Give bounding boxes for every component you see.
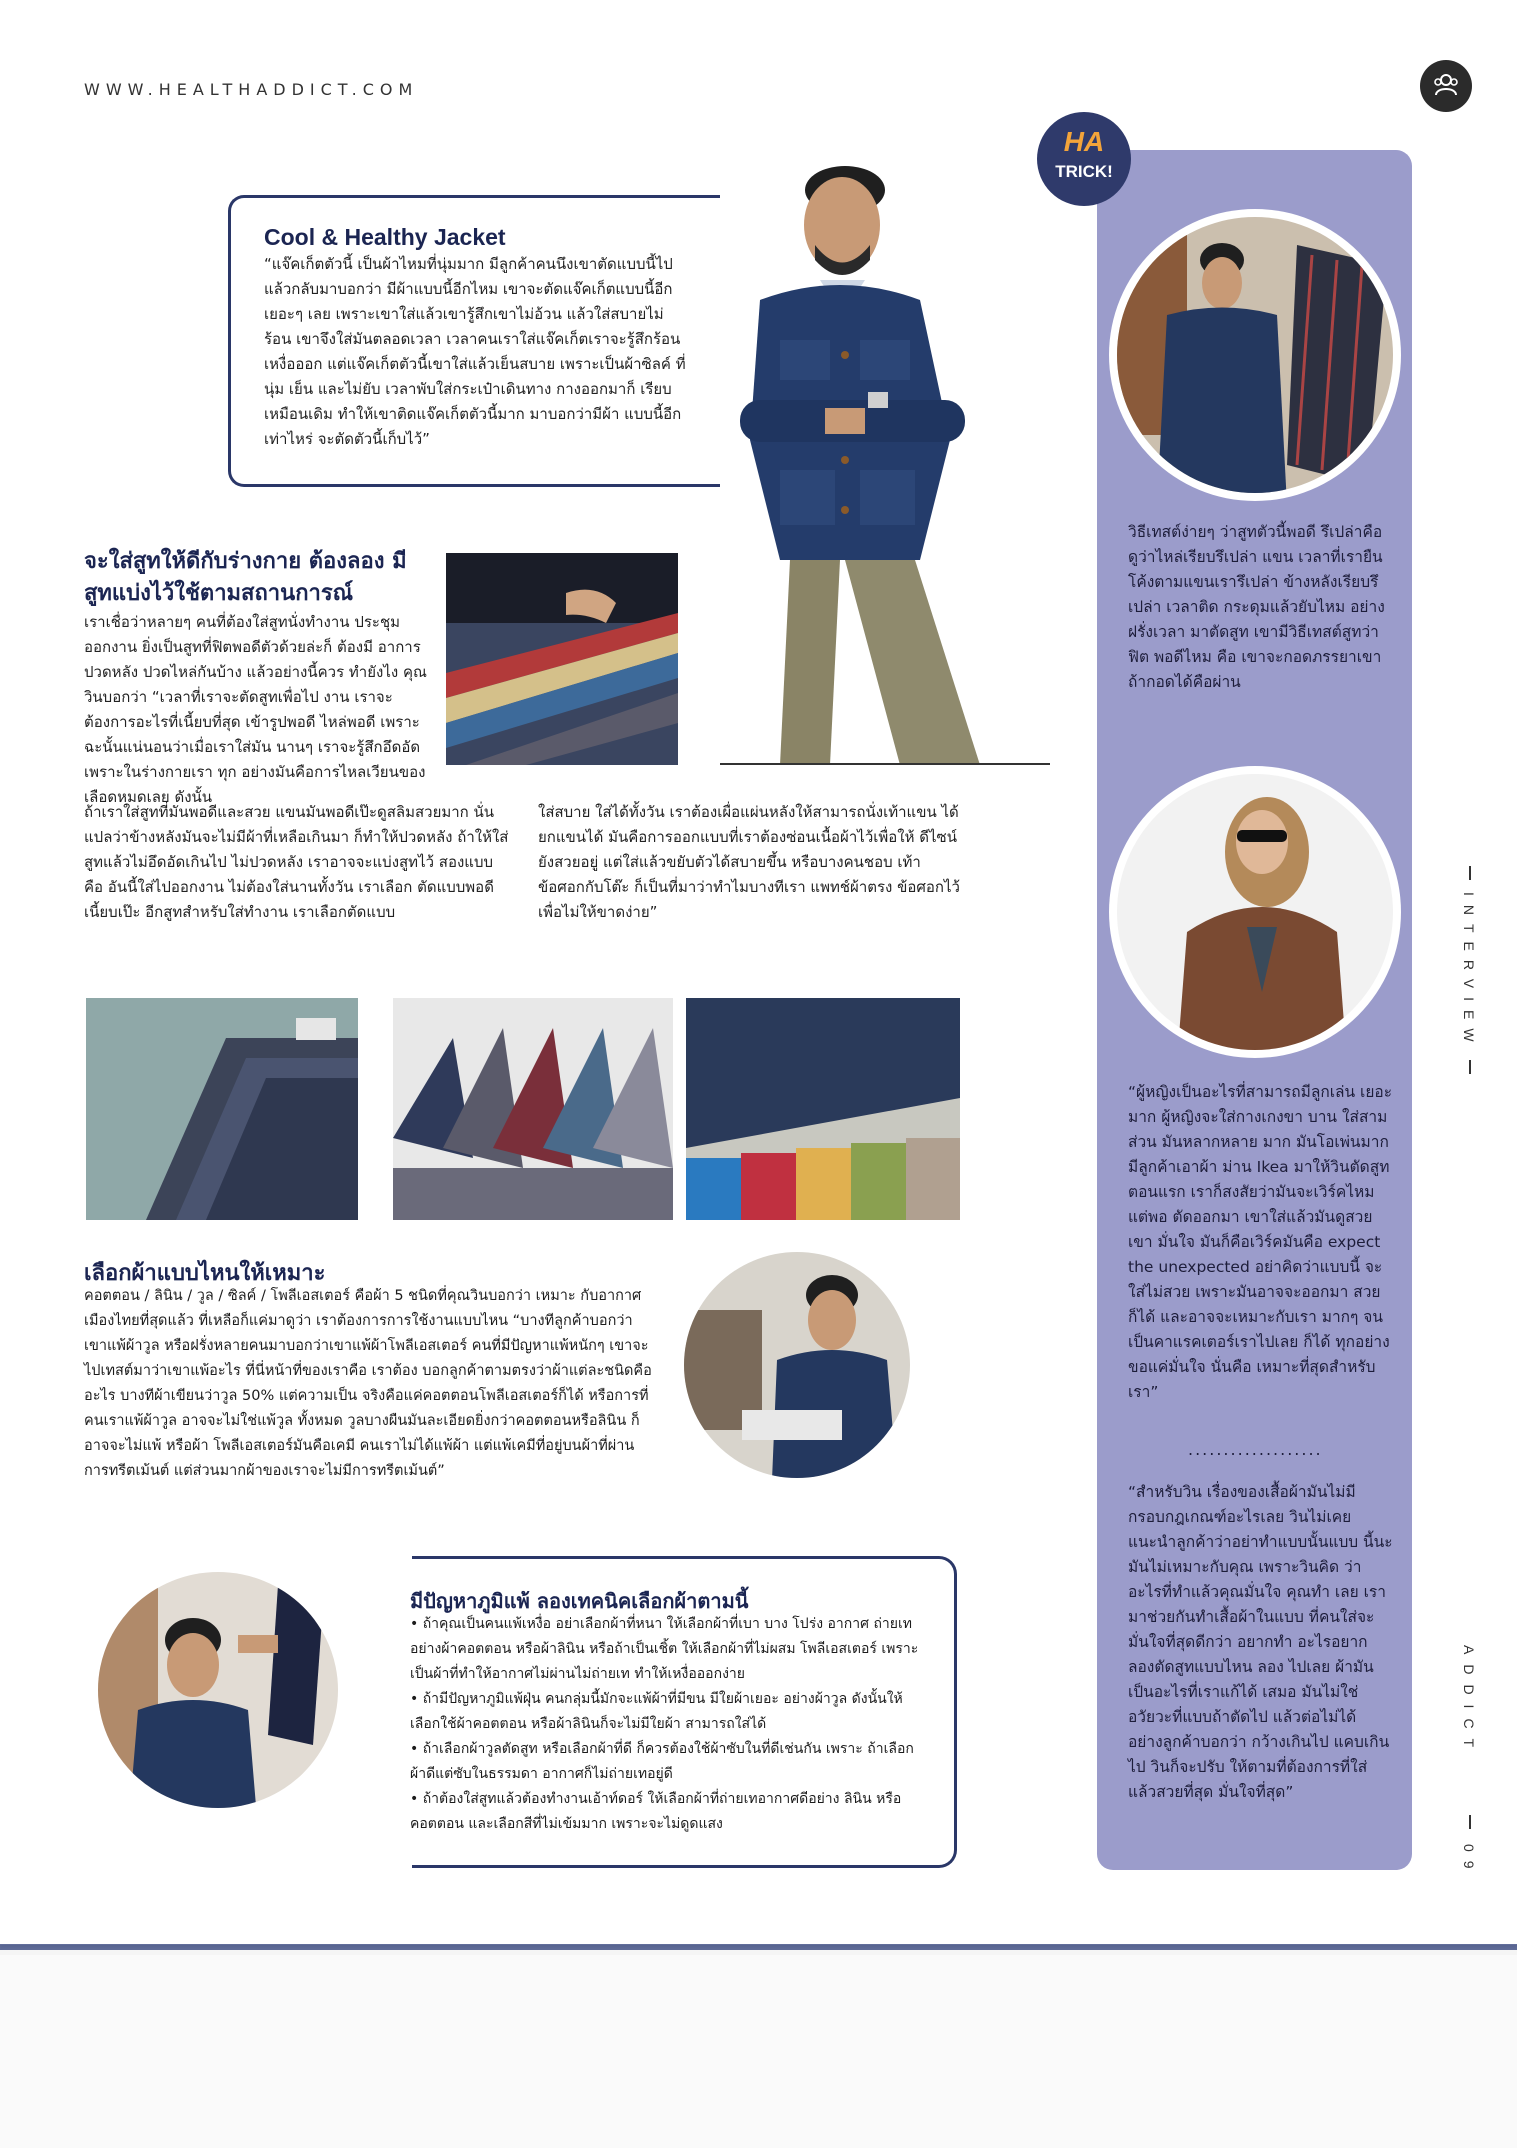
section-fabric-body: คอตตอน / ลินิน / วูล / ซิลค์ / โพลีเอสเตอร์ คือผ้า 5 ชนิดที่คุณวินบอกว่า เหมาะ กับอากาศเมืองไทยที่สุดแล้ว ที่เหลือก็แค่มาดูว่า เราต้องการการใช้งานแบบไหน “บางทีลูกค้าบอกว่าเขาแพ้ผ้าวูล หรือฝรั่งหลายคนมาบอกว่าเขาแพ้ผ้าโพลีเอสเตอร์ คนที่มีปัญหาแพ้หนักๆ เขาจะไปเทสต์มาว่าเขาแพ้อะไร ที่นี่หน้าที่ของเราคือ เราต้อง บอกลูกค้าตามตรงว่าผ้าแต่ละชนิดคืออะไร บางทีผ้าเขียนว่าวูล 50% แต่ความเป็น จริงคือแค่คอตตอนโพลีเอสเตอร์ก็ได้ หรือการที่คนเราแพ้ผ้าวูล อาจจะไม่ใช่แพ้วูล ทั้งหมด วูลบางผืนมันละเอียดยิ่งกว่าคอตตอนหรือลินิน ก็อาจจะไม่แพ้ หรือผ้า โพลีเอสเตอร์มันคือเคมี คนเราไม่ได้แพ้ผ้า แต่แพ้เคมีที่อยู่บนผ้าที่ผ่านการทรีตเม้นต์ แต่ส่วนมากผ้าของเราจะไม่มีการทรีตเม้นต์”: [84, 1288, 652, 1479]
page-edge-bar: [0, 1944, 1517, 1950]
label-divider: [1469, 1815, 1471, 1829]
allergy-tips-list: [410, 1612, 925, 1837]
label-divider: [1469, 866, 1471, 880]
tailor-checking-fabric-photo: [1097, 205, 1412, 505]
sidebar-quote-women: “ผู้หญิงเป็นอะไรที่สามารถมีลูกเล่น เยอะมาก ผู้หญิงจะใส่กางเกงขา บาน ใส่สามส่วน มันหลากหลาย มาก มันโอเพ่นมาก มีลูกค้าเอาผ้า ม่าน Ikea มาให้วินตัดสูท ตอนแรก เราก็สงสัยว่ามันจะเวิร์คไหม แต่พอ ตัดออกมา เขาใส่แล้วมันดูสวย เขา มั่นใจ มันก็คือเวิร์คมันคือ expect the unexpected อย่าคิดว่าแบบนี้ จะใส่ไม่สวย เพราะมันอาจจะออกมา สวยก็ได้ และอาจจะเหมาะกับเรา มากๆ จนเป็นคาแรคเตอร์เราไปเลย ก็ได้ ทุกอย่างขอแค่มั่นใจ นั่นคือ เหมาะที่สุดสำหรับเรา”: [1128, 1083, 1393, 1401]
section-label-interview: INTERVIEW: [1461, 892, 1477, 1051]
section-fabric-heading: เลือกผ้าแบบไหนให้เหมาะ: [84, 1261, 326, 1286]
ties-photo: [446, 553, 678, 765]
jacket-title: Cool & Healthy Jacket: [264, 224, 506, 250]
man-in-navy-jacket-photo: [720, 140, 1050, 765]
magazine-label-addict: ADDICT: [1461, 1645, 1477, 1758]
fabric-swatch-photo-2: [393, 998, 673, 1220]
list-item: • ถ้าต้องใส่สูทแล้วต้องทำงานเอ้าท์ดอร์ ให้เลือกผ้าที่ถ่ายเทอากาศดีอย่าง ลินิน หรือคอตตอน และเลือกสีที่ไม่เข้มมาก เพราะจะไม่ดูดแสง: [410, 1791, 902, 1832]
next-page-blank: [0, 1955, 1517, 2148]
sidebar-tip-fit: วิธีเทสต์ง่ายๆ ว่าสูทตัวนี้พอดี รึเปล่าคือ ดูว่าไหล่เรียบรึเปล่า แขน เวลาที่เรายืน โค้งตามแขนเรารึเปล่า ข้างหลังเรียบรึเปล่า เวลาติด กระดุมแล้วยับไหม อย่างฝรั่งเวลา มาตัดสูท เขามีวิธีเทสต์สูทว่าฟิต พอดีไหม คือ เขาจะกอดภรรยาเขา ถ้ากอดได้คือผ่าน: [1128, 523, 1385, 691]
section-suit-heading: จะใส่สูทให้ดีกับร่างกาย ต้องลอง มีสูทแบ่งไว้ใช้ตามสถานการณ์: [84, 549, 407, 606]
fabric-swatch-photo-3: [686, 998, 960, 1220]
allergy-heading: มีปัญหาภูมิแพ้ ลองเทคนิคเลือกผ้าตามนี้: [410, 1589, 749, 1613]
fabric-swatch-photo-1: [86, 998, 358, 1220]
tailor-at-work-photo: [682, 1250, 912, 1480]
man-holding-fabric-photo: [98, 1545, 338, 1830]
sidebar-divider: ...................: [1188, 1440, 1323, 1459]
jacket-quote: “แจ๊คเก็ตตัวนี้ เป็นผ้าไหมที่นุ่มมาก มีลูกค้าคนนึงเขาตัดแบบนี้ไป แล้วกลับมาบอกว่า มีผ้าแบบนี้อีกไหม เขาจะตัดแจ๊คเก็ตแบบนี้อีก เยอะๆ เลย เพราะเขาใส่แล้วเขารู้สึกเขาไม่อ้วน แล้วใส่สบายไม่ ร้อน เขาจึงใส่มันตลอดเวลา เวลาคนเราใส่แจ๊คเก็ตเราจะรู้สึกร้อน เหงื่อออก แต่แจ๊คเก็ตตัวนี้เขาใส่แล้วเย็นสบาย เพราะเป็นผ้าซิลค์ ที่นุ่ม เย็น และไม่ยับ เวลาพับใส่กระเป๋าเดินทาง กางออกมาก็ เรียบเหมือนเดิม ทำให้เขาติดแจ๊คเก็ตตัวนี้มาก มาบอกว่ามีผ้า แบบนี้อีกเท่าไหร่ จะตัดตัวนี้เก็บไว้”: [264, 255, 686, 448]
sidebar-quote-win: “สำหรับวิน เรื่องของเสื้อผ้ามันไม่มี กรอบกฎเกณฑ์อะไรเลย วินไม่เคย แนะนำลูกค้าว่าอย่าทำแบบนั้นแบบ นี้นะมันไม่เหมาะกับคุณ เพราะวินคิด ว่าอะไรที่ทำแล้วคุณมั่นใจ คุณทำ เลย เรามาช่วยกันทำเสื้อผ้าในแบบ ที่คนใส่จะมั่นใจที่สุดดีกว่า อยากทำ อะไรอยากลองตัดสูทแบบไหน ลอง ไปเลย ผ้ามันเป็นอะไรที่เราแก้ได้ เสมอ มันไม่ใช่อวัยวะที่แบบถ้าตัดไป แล้วต่อไม่ได้ อย่างลูกค้าบอกว่า กว้างเกินไป แคบเกินไป วินก็จะปรับ ให้ตามที่ต้องการที่ใส่แล้วสวยที่สุด มั่นใจที่สุด”: [1128, 1483, 1393, 1801]
list-item: • ถ้ามีปัญหาภูมิแพ้ฝุ่น คนกลุ่มนี้มักจะแพ้ผ้าที่มีขน มีใยผ้าเยอะ อย่างผ้าวูล ดังนั้นให้เลือกใช้ผ้าคอตตอน หรือผ้าลินินก็จะไม่มีใยผ้า สามารถใส่ได้: [410, 1691, 903, 1732]
list-item: • ถ้าเลือกผ้าวูลตัดสูท หรือเลือกผ้าที่ดี ก็ควรต้องใช้ผ้าซับในที่ดีเช่นกัน เพราะ ถ้าเลือกผ้าดีแต่ซับในธรรมดา อากาศก็ไม่ถ่ายเทอยู่ดี: [410, 1741, 914, 1782]
ha-trick-badge: [1037, 112, 1131, 206]
badge-trick: TRICK!: [1055, 162, 1113, 181]
woman-in-brown-jacket-photo: [1097, 762, 1412, 1062]
page-number: 09: [1461, 1844, 1477, 1878]
list-item: • ถ้าคุณเป็นคนแพ้เหงื่อ อย่าเลือกผ้าที่หนา ให้เลือกผ้าที่เบา บาง โปร่ง อากาศ ถ่ายเท อย่างผ้าคอตตอน หรือผ้าลินิน หรือถ้าเป็นเชิ้ต ให้เลือกผ้าที่ไม่ผสม โพลีเอสเตอร์ เพราะเป็นผ้าที่ทำให้อากาศไม่ผ่านไม่ถ่ายเท ทำให้เหงื่อออกง่าย: [410, 1616, 919, 1682]
section-suit-body-b: ถ้าเราใส่สูทที่มันพอดีและสวย แขนมันพอดีเป๊ะดูสลิมสวยมาก นั่นแปลว่าข้างหลังมันจะไม่มีผ้าที่เหลือเกินมา ก็ทำให้ปวดหลัง ถ้าให้ใส่สูทแล้วไม่อึดอัดเกินไป ไม่ปวดหลัง เราอาจจะแบ่งสูทไว้ สองแบบ คือ อันนี้ใส่ไปออกงาน ไม่ต้องใส่นานทั้งวัน เราเลือก ตัดแบบพอดี เนี้ยบเป๊ะ อีกสูทสำหรับใส่ทำงาน เราเลือกตัดแบบ: [84, 803, 509, 921]
label-divider: [1469, 1060, 1471, 1074]
section-suit-body-c: ใส่สบาย ใส่ได้ทั้งวัน เราต้องเผื่อแผ่นหลังให้สามารถนั่งเท้าแขน ได้ ยกแขนได้ มันคือการออกแบบที่เราต้องซ่อนเนื้อผ้าไว้เพื่อให้ ดีไซน์ยังสวยอยู่ แต่ใส่แล้วขยับตัวได้สบายขึ้น หรือบางคนชอบ เท้าข้อศอกกับโต๊ะ ก็เป็นที่มาว่าทำไมบางทีเรา แพทช์ผ้าตรง ข้อศอกไว้ เพื่อไม่ให้ขาดง่าย”: [538, 803, 960, 921]
section-suit-body-a: เราเชื่อว่าหลายๆ คนที่ต้องใส่สูทนั่งทำงาน ประชุม ออกงาน ยิ่งเป็นสูทที่ฟิตพอดีตัวด้วยล่ะก็ ต้องมี อาการปวดหลัง ปวดไหล่กันบ้าง แล้วอย่างนี้ควร ทำยังไง คุณวินบอกว่า “เวลาที่เราจะตัดสูทเพื่อไป งาน เราจะต้องการอะไรที่เนี้ยบที่สุด เข้ารูปพอดี ไหล่พอดี เพราะฉะนั้นแน่นอนว่าเมื่อเราใส่มัน นานๆ เราจะรู้สึกอึดอัด เพราะในร่างกายเรา ทุก อย่างมันคือการไหลเวียนของเลือดหมดเลย ดังนั้น: [84, 613, 427, 806]
users-group-icon: [1420, 60, 1472, 112]
badge-ha: HA: [1063, 126, 1105, 157]
site-url: WWW.HEALTHADDICT.COM: [84, 80, 419, 99]
